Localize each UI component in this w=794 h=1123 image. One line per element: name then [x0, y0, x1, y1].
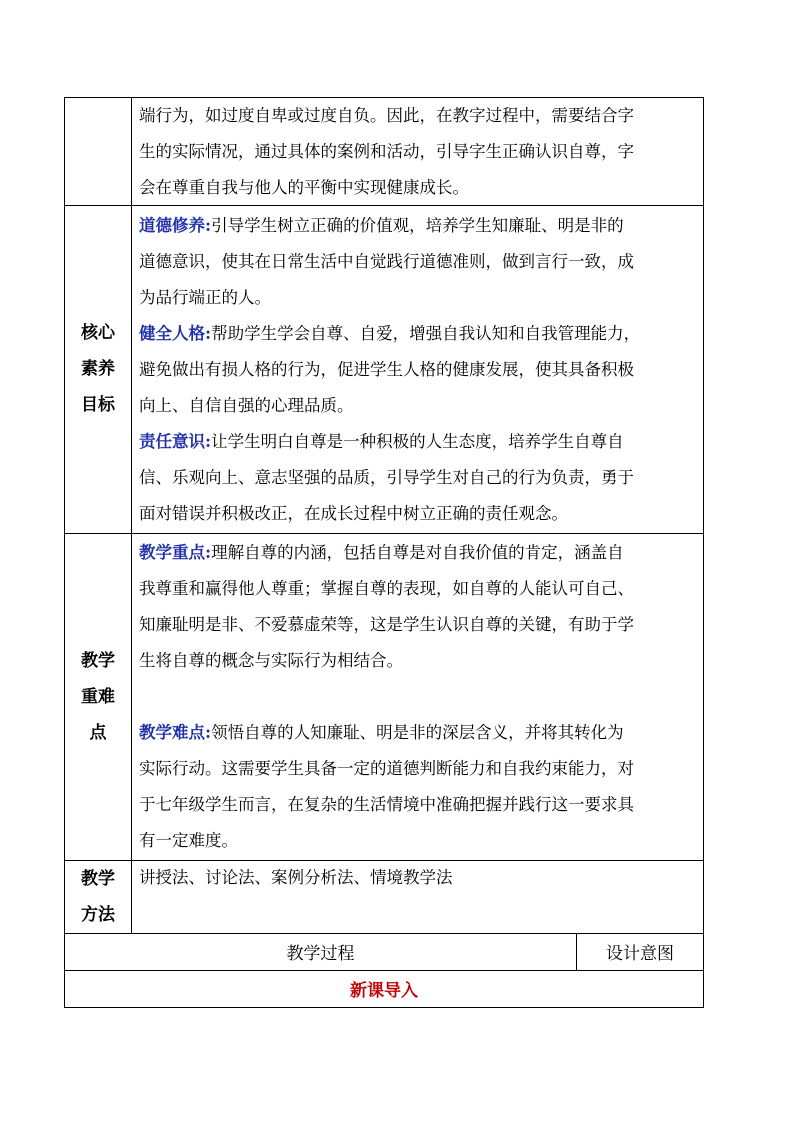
text-line: 实际行动。这需要学生具备一定的道德判断能力和自我约束能力，对 — [139, 759, 634, 778]
text-line: 为品行端正的人。 — [139, 288, 271, 307]
key-points-row — [64, 533, 704, 861]
text-line: 道德意识，使其在日常生活中自觉践行道德准则，做到言行一致，成 — [139, 252, 634, 271]
core-literacy-row — [64, 205, 704, 534]
methods-label: 教学方法 — [81, 868, 115, 925]
text-line: 生将自尊的概念与实际行为相结合。 — [139, 651, 403, 670]
text-line: 向上、自信自强的心理品质。 — [139, 396, 354, 415]
moral-text: 引导学生树立正确的价值观，培养学生知廉耻、明是非的 — [211, 216, 624, 235]
focus-title: 教学重点: — [139, 543, 212, 562]
core-literacy-content — [132, 205, 703, 533]
empty-label-cell — [65, 98, 132, 205]
methods-content — [132, 860, 703, 933]
continuation-row — [64, 97, 704, 206]
blank-line — [139, 679, 697, 715]
text-line — [139, 424, 697, 460]
core-literacy-label-cell — [65, 205, 132, 533]
text-line: 生的实际情况，通过具体的案例和活动，引导字生正确认识自尊，字 — [139, 142, 634, 161]
text-line — [139, 535, 697, 571]
continuation-text — [132, 98, 703, 205]
text-line: 知廉耻明是非、不爱慕虚荣等，这是学生认识自尊的关键，有助于学 — [139, 615, 634, 634]
text-line — [139, 316, 697, 352]
section-title: 新课导入 — [350, 981, 418, 1001]
text-line: 面对错误并积极改正，在成长过程中树立正确的责任观念。 — [139, 504, 568, 523]
text-line: 有一定难度。 — [139, 831, 238, 850]
section-row — [64, 970, 704, 1008]
text-line: 于七年级学生而言，在复杂的生活情境中准确把握并践行这一要求具 — [139, 795, 634, 814]
difficulty-text: 领悟自尊的人知廉耻、明是非的深层含义，并将其转化为 — [211, 723, 624, 742]
methods-text: 讲授法、讨论法、案例分析法、情境教学法 — [139, 868, 453, 887]
moral-title: 道德修养: — [139, 216, 212, 235]
difficulty-title: 教学难点: — [139, 723, 212, 742]
text-line: 端行为，如过度自卑或过度自负。因此，在教字过程中，需要结合字 — [139, 106, 634, 125]
responsibility-title: 责任意识: — [139, 432, 212, 451]
process-header: 教学过程 — [65, 933, 577, 970]
text-line: 避免做出有损人格的行为，促进学生人格的健康发展，使其具备积极 — [139, 360, 634, 379]
core-literacy-label: 核心素养目标 — [81, 323, 115, 415]
responsibility-text: 让学生明白自尊是一种积极的人生态度，培养学生自尊自 — [211, 432, 624, 451]
process-header-row — [64, 933, 704, 971]
text-line: 我尊重和赢得他人尊重；掌握自尊的表现，如自尊的人能认可自己、 — [139, 579, 634, 598]
methods-label-cell — [65, 860, 132, 933]
text-line — [139, 208, 697, 244]
methods-row — [64, 860, 704, 934]
text-line: 信、乐观向上、意志坚强的品质，引导学生对自己的行为负责，勇于 — [139, 468, 634, 487]
personality-text: 帮助学生学会自尊、自爱，增强自我认知和自我管理能力， — [211, 324, 641, 343]
text-line: 会在尊重自我与他人的平衡中实现健康成长。 — [139, 178, 469, 197]
focus-text: 理解自尊的内涵，包括自尊是对自我价值的肯定，涵盖自 — [211, 543, 624, 562]
intent-header: 设计意图 — [606, 944, 674, 964]
personality-title: 健全人格: — [139, 324, 212, 343]
text-line — [139, 715, 697, 751]
key-points-label-cell — [65, 533, 132, 860]
key-points-label: 教学重难点 — [81, 650, 115, 743]
key-points-content — [132, 533, 703, 860]
